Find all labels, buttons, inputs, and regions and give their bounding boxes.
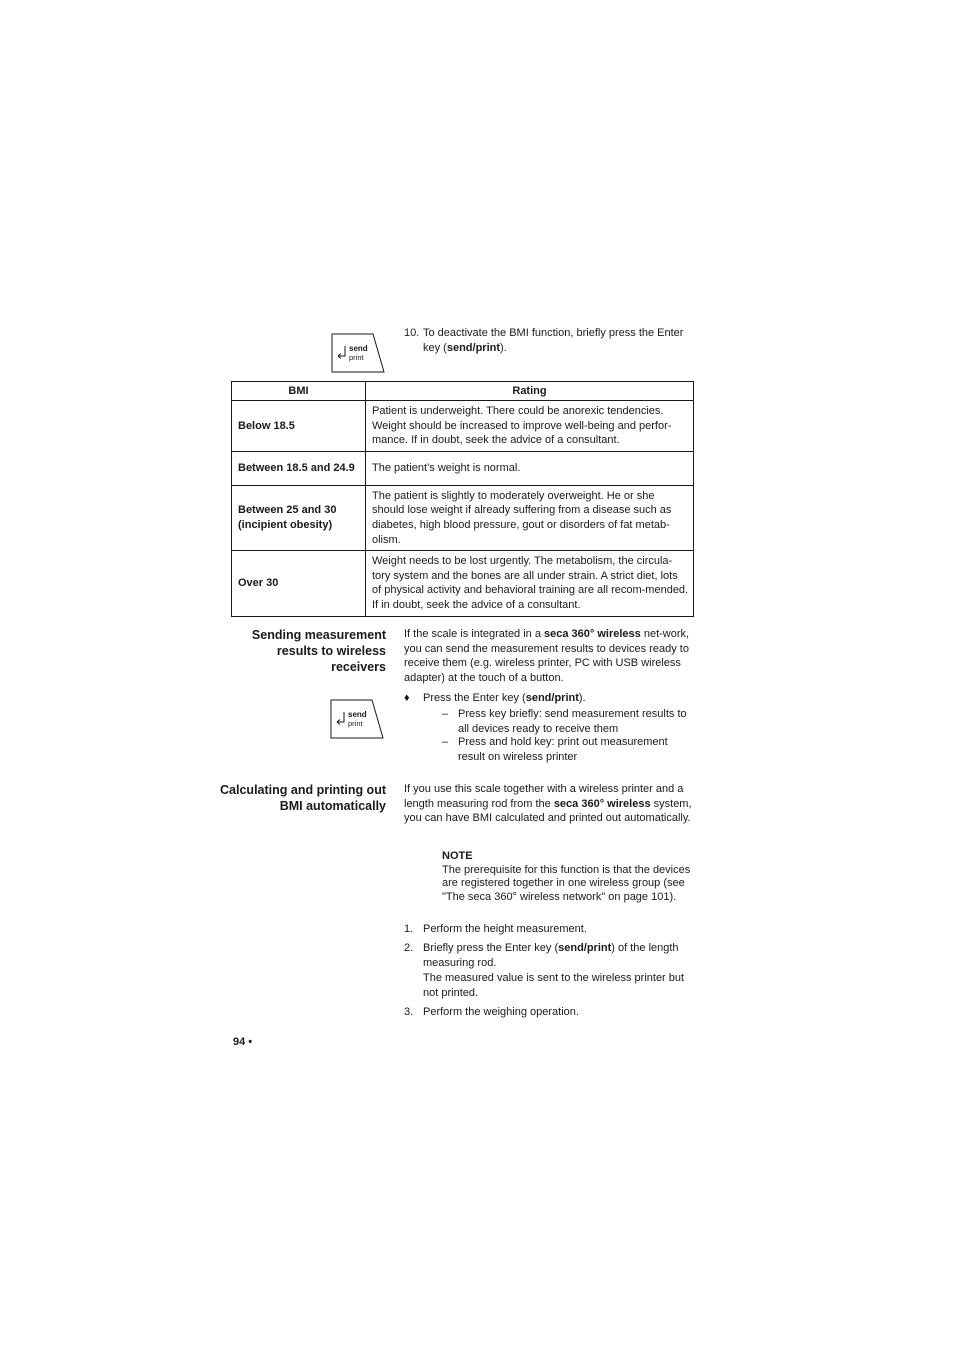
rating-cell: The patient is slightly to moderately overweight. He or she should lose weight if already suffering from a disease such as diabetes, high blood pressure, gout or disorders of fat metab-olism. [366,485,694,550]
step-number: 3. [404,1006,414,1018]
step-10 [404,326,694,355]
step-number: 1. [404,923,414,935]
table-row [232,551,694,616]
note-text: The prerequisite for this function is that the devices are registered together in one wireless group (see "The seca 360° wireless network" on page 101). [442,863,691,903]
column-header-bmi: BMI [232,382,366,401]
rating-cell: Patient is underweight. There could be anorexic tendencies. Weight should be increased to improve well-being and perfor-mance. If in doubt, seek the advice of a consultant. [366,401,694,452]
bullet-text [423,691,694,706]
step-result-text: The measured value is sent to the wireless printer but not printed. [423,972,685,999]
column-header-rating: Rating [366,382,694,401]
dash-item [442,707,694,736]
paragraph-text: net-work, you can send the measurement results to devices ready to receive them (e.g. wireless printer, PC with USB wireless adapter) at the touch of a button. [404,628,690,684]
section-heading-sending: Sending measurement results to wireless receivers [251,628,386,674]
rating-cell: Weight needs to be lost urgently. The metabolism, the circula-tory system and the bones are all under strain. A strict diet, lots of physical activity and behavioral training are all recom-mended. If in doubt, seek the advice of a consultant. [366,551,694,616]
section-heading-calculating: Calculating and printing out BMI automatically [220,783,386,813]
paragraph-text: system, you can have BMI calculated and printed out automatically. [404,797,692,825]
bmi-rating-table [231,381,694,617]
bullet-text-part: Press the Enter key ( [423,692,526,704]
table-row [232,485,694,550]
bmi-cell: Over 30 [232,551,366,616]
rating-cell: The patient’s weight is normal. [366,451,694,485]
dash-marker: – [442,736,449,748]
step-3 [404,1005,694,1020]
send-print-key-icon [330,699,384,739]
paragraph-text: If the scale is integrated in a [404,628,545,640]
table-header-row [232,382,694,401]
product-name-bold: seca 360° wireless [544,628,641,640]
send-print-key-icon [331,333,385,373]
step-text: Perform the height measurement. [423,923,587,935]
table-row [232,401,694,452]
calc-intro [404,782,694,826]
note-heading: NOTE [442,850,473,862]
dash-item [442,735,694,764]
diamond-bullet-icon: ♦ [404,692,410,704]
key-label-send: send [348,710,367,719]
step-text [423,326,694,355]
table-row [232,451,694,485]
bullet-text-part: ). [578,692,586,704]
bullet-item [404,691,694,706]
key-name-bold: send/print [525,692,579,704]
note-box [442,849,692,904]
product-name-bold: seca 360° wireless [553,797,651,810]
key-label-send: send [349,344,368,353]
key-name-bold: send/print [558,942,612,954]
step-text: Perform the weighing operation. [423,1006,579,1018]
step-1 [404,922,694,937]
step-text-part: ) of the length measuring rod. [423,942,679,969]
key-name-bold: send/print [446,341,501,354]
step-text-part: To deactivate the BMI function, briefly press the Enter key ( [423,327,684,354]
page-number: 94 • [233,1036,253,1048]
step-number: 10. [404,327,420,339]
step-text-part: ). [500,341,507,354]
key-label-print: print [349,353,364,362]
sending-intro [404,627,694,685]
step-2 [404,941,694,1000]
dash-text: Press key briefly: send measurement results to all devices ready to receive them [458,708,687,735]
bmi-cell: Below 18.5 [232,401,366,452]
step-number: 2. [404,942,414,954]
dash-text: Press and hold key: print out measurement result on wireless printer [458,736,668,763]
dash-marker: – [442,708,449,720]
bmi-cell: Between 18.5 and 24.9 [232,451,366,485]
paragraph-text: If you use this scale together with a wireless printer and a length measuring rod from the [404,783,684,810]
step-text [423,941,694,970]
step-text-part: Briefly press the Enter key ( [423,942,559,954]
bmi-cell: Between 25 and 30 (incipient obesity) [232,485,366,550]
key-label-print: print [348,719,363,728]
